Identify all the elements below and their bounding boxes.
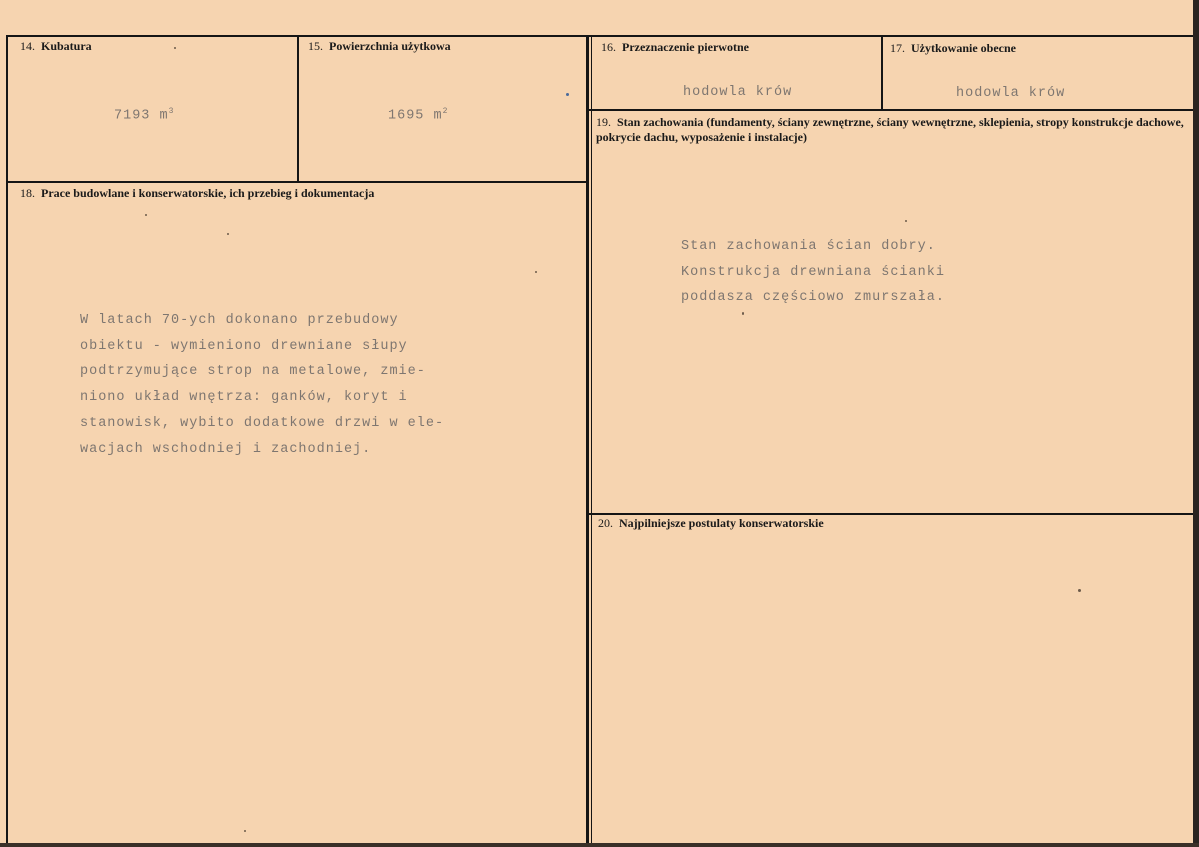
field-19-label: 19. Stan zachowania (fundamenty, ściany zewnętrzne, ściany wewnętrzne, sklepienia, stropy konstrukcje dachowe, pokrycie dachu, wyposażenie i instalacje) xyxy=(596,115,1184,144)
field-16-value: hodowla krów xyxy=(683,85,793,100)
rule-under-16-17 xyxy=(589,109,1196,111)
field-19-line-2: Konstrukcja drewniana ścianki xyxy=(681,264,945,280)
field-18-line-1: W latach 70-ych dokonano przebudowy xyxy=(80,313,399,328)
square-superscript: 2 xyxy=(442,107,449,116)
field-19-line-3: poddasza częściowo zmurszała. xyxy=(681,290,945,306)
field-16-label: 16. Przeznaczenie pierwotne xyxy=(601,40,749,54)
field-18-line-5: stanowisk, wybito dodatkowe drzwi w ele- xyxy=(80,415,445,431)
paper-speck xyxy=(145,214,147,216)
divider-14-15 xyxy=(297,37,299,181)
field-18-line-3: podtrzymujące strop na metalowe, zmie- xyxy=(80,364,426,380)
field-14-value: 7193 $m^3$ xyxy=(114,107,175,124)
field-18-text xyxy=(80,308,444,462)
left-border xyxy=(6,35,8,847)
paper-speck xyxy=(535,271,537,273)
paper-speck xyxy=(244,830,246,832)
card-edge-bottom xyxy=(0,843,1199,847)
paper-speck xyxy=(1078,589,1081,592)
rule-above-20 xyxy=(589,513,1196,515)
field-18-line-6: wacjach wschodniej i zachodniej. xyxy=(80,441,372,457)
paper-speck xyxy=(742,312,744,315)
field-19-line-1: Stan zachowania ścian dobry. xyxy=(681,239,936,254)
top-rule xyxy=(6,35,1196,37)
center-divider-inner xyxy=(591,37,592,847)
cubic-superscript: 3 xyxy=(168,107,175,116)
paper-speck xyxy=(905,220,907,222)
field-18-line-2: obiektu - wymieniono drewniane słupy xyxy=(80,338,408,354)
field-17-label: 17. Użytkowanie obecne xyxy=(890,41,1016,55)
center-divider xyxy=(586,35,589,847)
field-14-label: 14. Kubatura xyxy=(20,39,92,53)
field-17-value: hodowla krów xyxy=(956,86,1066,101)
field-15-label: 15. Powierzchnia użytkowa xyxy=(308,39,451,53)
paper-speck xyxy=(174,47,176,49)
field-18-line-4: niono układ wnętrza: ganków, koryt i xyxy=(80,390,408,406)
field-19-text xyxy=(681,234,945,311)
paper-speck xyxy=(566,93,569,96)
paper-speck xyxy=(227,233,229,235)
field-15-value: 1695 $m^2$ xyxy=(388,107,449,124)
field-18-label: 18. Prace budowlane i konserwatorskie, ich przebieg i dokumentacja xyxy=(20,186,375,200)
divider-16-17 xyxy=(881,37,883,109)
field-20-label: 20. Najpilniejsze postulaty konserwatorskie xyxy=(598,516,824,530)
rule-under-14-15 xyxy=(6,181,587,183)
